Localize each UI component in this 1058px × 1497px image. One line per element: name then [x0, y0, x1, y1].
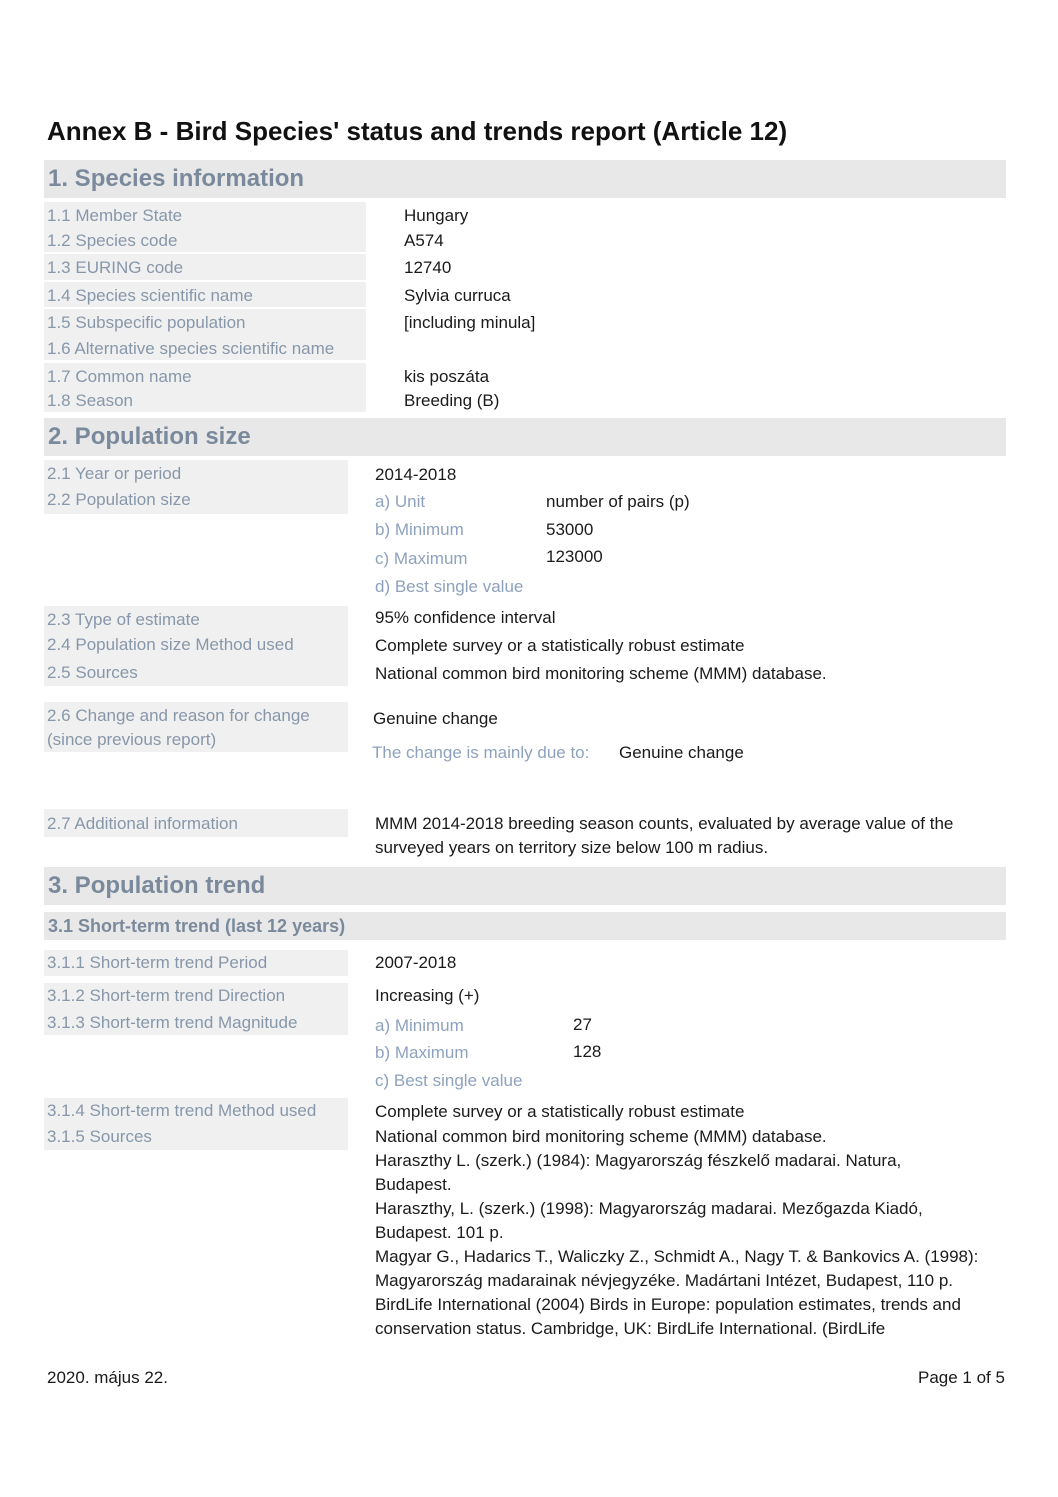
section-3-heading: 3. Population trend	[48, 872, 266, 899]
footer-page-number: Page 1 of 5	[918, 1368, 1005, 1387]
euring-code-label: 1.3 EURING code	[47, 258, 184, 277]
change-due-label: The change is mainly due to:	[372, 743, 590, 762]
trend-maximum-value: 128	[573, 1042, 602, 1061]
trend-method-label: 3.1.4 Short-term trend Method used	[47, 1101, 317, 1120]
maximum-value: 123000	[546, 547, 603, 566]
trend-best-value-label: c) Best single value	[375, 1071, 523, 1090]
section-3-header	[44, 867, 1006, 905]
population-size-label: 2.2 Population size	[47, 490, 191, 509]
section-1-header	[44, 160, 1006, 198]
type-of-estimate-value: 95% confidence interval	[375, 608, 556, 627]
additional-info-line-2: surveyed years on territory size below 100 m radius.	[375, 838, 769, 857]
trend-period-label: 3.1.1 Short-term trend Period	[47, 953, 268, 972]
page-title: Annex B - Bird Species' status and trends report (Article 12)	[47, 116, 788, 146]
trend-maximum-label: b) Maximum	[375, 1043, 469, 1062]
trend-method-value: Complete survey or a statistically robust estimate	[375, 1102, 745, 1121]
section-2-header	[44, 418, 1006, 456]
euring-code-value: 12740	[404, 258, 452, 277]
source-line: BirdLife International (2004) Birds in Europe: population estimates, trends and	[375, 1295, 961, 1314]
unit-label: a) Unit	[375, 492, 426, 511]
member-state-label: 1.1 Member State	[47, 206, 183, 225]
trend-period-value: 2007-2018	[375, 953, 457, 972]
species-code-label: 1.2 Species code	[47, 231, 178, 250]
trend-minimum-label: a) Minimum	[375, 1016, 464, 1035]
change-value: Genuine change	[373, 709, 498, 728]
subspecific-population-label: 1.5 Subspecific population	[47, 313, 246, 332]
trend-sources-list	[375, 1125, 1005, 1341]
scientific-name-value: Sylvia curruca	[404, 286, 511, 305]
section-2-heading: 2. Population size	[48, 423, 251, 450]
year-label: 2.1 Year or period	[47, 464, 182, 483]
section-3-1-header	[44, 912, 1006, 940]
additional-info-label: 2.7 Additional information	[47, 814, 238, 833]
type-of-estimate-label: 2.3 Type of estimate	[47, 610, 200, 629]
additional-info-line-1: MMM 2014-2018 breeding season counts, evaluated by average value of the	[375, 814, 954, 833]
source-line: Budapest. 101 p.	[375, 1223, 504, 1242]
trend-direction-label: 3.1.2 Short-term trend Direction	[47, 986, 286, 1005]
maximum-label: c) Maximum	[375, 549, 468, 568]
change-label-2: (since previous report)	[47, 730, 217, 749]
subspecific-population-value: [including minula]	[404, 313, 536, 332]
scientific-name-label: 1.4 Species scientific name	[47, 286, 253, 305]
season-value: Breeding (B)	[404, 391, 500, 410]
trend-sources-label: 3.1.5 Sources	[47, 1127, 152, 1146]
section-1-heading: 1. Species information	[48, 165, 305, 192]
source-line: Magyarország madarainak névjegyzéke. Madártani Intézet, Budapest, 110 p.	[375, 1271, 954, 1290]
minimum-label: b) Minimum	[375, 520, 464, 539]
trend-direction-value: Increasing (+)	[375, 986, 480, 1005]
species-code-value: A574	[404, 231, 444, 250]
alternative-name-label: 1.6 Alternative species scientific name	[47, 339, 335, 358]
sources-label: 2.5 Sources	[47, 663, 138, 682]
footer-date: 2020. május 22.	[47, 1368, 168, 1387]
source-line: National common bird monitoring scheme (MMM) database.	[375, 1127, 827, 1146]
season-label: 1.8 Season	[47, 391, 134, 410]
minimum-value: 53000	[546, 520, 594, 539]
member-state-value: Hungary	[404, 206, 469, 225]
method-value: Complete survey or a statistically robust estimate	[375, 636, 745, 655]
common-name-label: 1.7 Common name	[47, 367, 192, 386]
trend-minimum-value: 27	[573, 1015, 592, 1034]
source-line: Haraszthy L. (szerk.) (1984): Magyarország fészkelő madarai. Natura,	[375, 1151, 902, 1170]
source-line: Budapest.	[375, 1175, 452, 1194]
source-line: Magyar G., Hadarics T., Waliczky Z., Schmidt A., Nagy T. & Bankovics A. (1998):	[375, 1247, 979, 1266]
trend-magnitude-label: 3.1.3 Short-term trend Magnitude	[47, 1013, 298, 1032]
change-due-value: Genuine change	[619, 743, 744, 762]
section-3-1-heading: 3.1 Short-term trend (last 12 years)	[48, 916, 346, 936]
source-line: conservation status. Cambridge, UK: BirdLife International. (BirdLife	[375, 1319, 886, 1338]
method-label: 2.4 Population size Method used	[47, 635, 294, 654]
best-value-label: d) Best single value	[375, 577, 524, 596]
year-value: 2014-2018	[375, 465, 457, 484]
common-name-value: kis poszáta	[404, 367, 490, 386]
change-label: 2.6 Change and reason for change	[47, 706, 310, 725]
sources-value: National common bird monitoring scheme (MMM) database.	[375, 664, 827, 683]
unit-value: number of pairs (p)	[546, 492, 690, 511]
source-line: Haraszthy, L. (szerk.) (1998): Magyarország madarai. Mezőgazda Kiadó,	[375, 1199, 923, 1218]
